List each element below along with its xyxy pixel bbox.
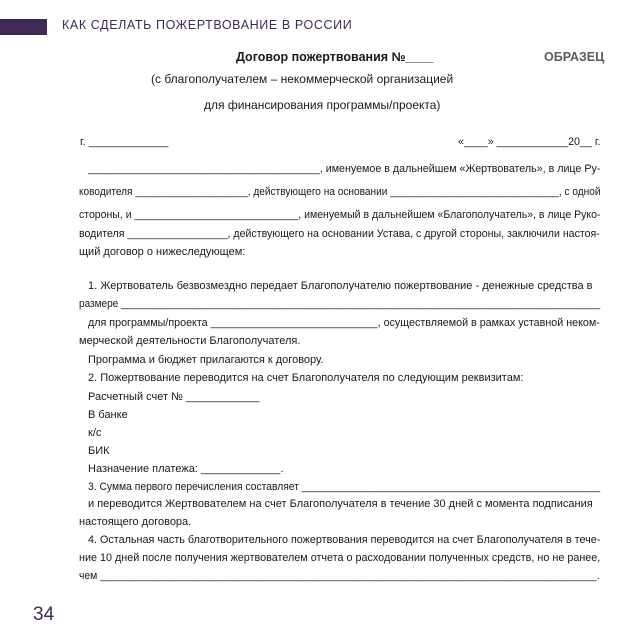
- clause-2: 2. Пожертвование переводится на счет Благополучателя по следующим реквизитам:: [88, 372, 524, 384]
- city-field: г. _____________: [80, 136, 169, 148]
- clause-4: 4. Остальная часть благотворительного пожертвования переводится на счет Благополучателя в тече-: [88, 534, 601, 546]
- header-accent-bar: [0, 19, 47, 35]
- account-field: Расчетный счет № ____________: [88, 391, 260, 403]
- body-line: водителя _________________, действующего на основании Устава, с другой стороны, заключили настоя-: [79, 228, 600, 240]
- body-line: ние 10 дней после получения жертвователем отчета о расходовании полученных средств, но не ранее,: [79, 552, 601, 564]
- body-line: ководителя ____________________, действующего на основании ______________________________, с одной: [79, 186, 601, 198]
- body-line: чем ______________________________________________________________________________________.: [79, 570, 600, 582]
- body-line: стороны, и ____________________________, именуемый в дальнейшем «Благополучатель», в лице Руко-: [79, 209, 601, 221]
- body-line: для программы/проекта ____________________________, осуществляемой в рамках уставной неком-: [88, 317, 600, 329]
- body-line: мерческой деятельности Благополучателя.: [79, 335, 301, 347]
- contract-subtitle-1: (с благополучателем – некоммерческой организацией: [151, 72, 454, 86]
- body-line: и переводится Жертвователем на счет Благополучателя в течение 30 дней с момента подписания: [88, 498, 593, 510]
- section-title: КАК СДЕЛАТЬ ПОЖЕРТВОВАНИЕ В РОССИИ: [62, 18, 353, 32]
- body-line: размере ______________________________________________________________________________________: [79, 298, 601, 310]
- bank-field: В банке: [88, 409, 128, 421]
- contract-subtitle-2: для финансирования программы/проекта): [204, 98, 441, 112]
- bik-field: БИК: [88, 445, 110, 457]
- page-number: 34: [33, 604, 55, 625]
- sample-stamp: ОБРАЗЕЦ: [544, 50, 605, 64]
- body-line: _______________________________________, именуемое в дальнейшем «Жертвователь», в лице Ру-: [88, 163, 601, 175]
- corr-account-field: к/с: [88, 427, 102, 439]
- body-line: Программа и бюджет прилагаются к договору.: [88, 354, 324, 366]
- body-line: настоящего договора.: [79, 516, 192, 528]
- payment-purpose-field: Назначение платежа: _____________.: [88, 463, 284, 475]
- clause-3: 3. Сумма первого перечисления составляет ____________________________________________________: [88, 481, 601, 493]
- date-field: «____» ____________20__ г.: [458, 136, 601, 148]
- contract-title: Договор пожертвования №____: [236, 50, 434, 64]
- clause-1: 1. Жертвователь безвозмездно передает Благополучателю пожертвование - денежные средства в: [88, 280, 593, 292]
- body-line: щий договор о нижеследующем:: [79, 246, 246, 258]
